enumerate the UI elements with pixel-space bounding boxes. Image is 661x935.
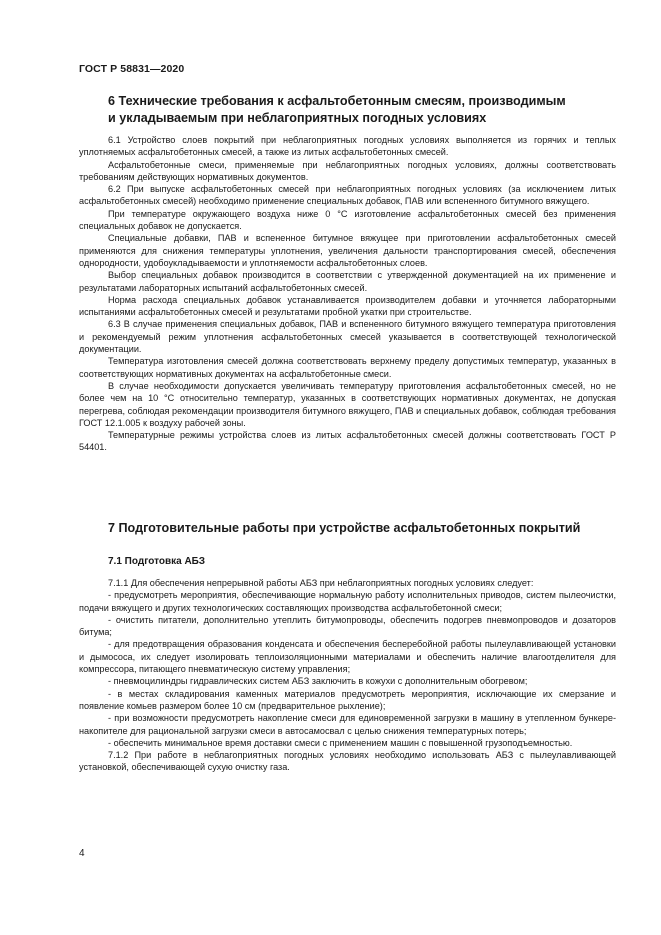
paragraph: 6.1 Устройство слоев покрытий при неблагоприятных погодных условиях выполняется из горячих и теплых уплотняемых асфальтобетонных смесей, а также из литых асфальтобетонных смесей.: [79, 135, 616, 158]
paragraph: При температуре окружающего воздуха ниже 0 °С изготовление асфальтобетонных смесей без применения специальных добавок не допускается.: [79, 208, 616, 232]
paragraph: 6.3 В случае применения специальных добавок, ПАВ и вспененного битумного вяжущего температура приготовления и рекомендуемый режим уплотнения асфальтобетонных смесей указывается в соответствующей технологической документации.: [79, 319, 616, 355]
section-6-heading-line2: и укладываемым при неблагоприятных погодных условиях: [108, 111, 487, 125]
standard-header: ГОСТ Р 58831—2020: [79, 63, 185, 75]
list-item: - в местах складирования каменных материалов предусмотреть мероприятия, исключающие их смерзание и появление комьев размером более 10 см (предварительное рыхление);: [79, 688, 616, 711]
subsection-7-1-heading: 7.1 Подготовка АБЗ: [108, 556, 205, 567]
list-item: - очистить питатели, дополнительно утеплить битумопроводы, обеспечить подогрев пневмопроводов и дозаторов битума;: [79, 614, 616, 638]
paragraph: 6.2 При выпуске асфальтобетонных смесей при неблагоприятных погодных условиях (за исключением литых асфальтобетонных смесей) необходимо применение специальных добавок, ПАВ или вспененного битумного вяжущего.: [79, 184, 616, 207]
paragraph: В случае необходимости допускается увеличивать температуру приготовления асфальтобетонных смесей, но не более чем на 10 °С относительно температур, указанных в соответствующих нормативных документах, не допуская перегрева, соблюдая рекомендации производителя битумного вяжущего, ПАВ и специальных добавок, соблюдая требования ГОСТ 12.1.005 к воздуху рабочей зоны.: [79, 380, 616, 428]
list-item: - обеспечить минимальное время доставки смеси с применением машин с повышенной грузоподъемностью.: [108, 737, 573, 748]
paragraph: Норма расхода специальных добавок устанавливается производителем добавки и уточняется лабораторными испытаниями асфальтобетонных смесей и результатами пробной укатки при строительстве.: [79, 294, 616, 318]
paragraph: Асфальтобетонные смеси, применяемые при неблагоприятных погодных условиях, должны соответствовать требованиям действующих нормативных документов.: [79, 159, 616, 182]
paragraph: 7.1.1 Для обеспечения непрерывной работы АБЗ при неблагоприятных погодных условиях следует:: [108, 578, 534, 588]
list-item: - пневмоцилиндры гидравлических систем АБЗ заключить в кожухи с дополнительным обогревом;: [108, 676, 528, 687]
paragraph: Температурные режимы устройства слоев из литых асфальтобетонных смесей должны соответствовать ГОСТ Р 54401.: [79, 430, 616, 453]
section-6-heading: [108, 93, 628, 127]
list-item: - при возможности предусмотреть накопление смеси для единовременной загрузки в машину в утепленном бункере-накопителе для рациональной загрузки смеси в автосамосвал с целью снижения температурных потерь;: [79, 713, 616, 736]
section-6-body: [79, 134, 616, 454]
section-7-heading: 7 Подготовительные работы при устройстве асфальтобетонных покрытий: [108, 521, 581, 535]
list-item: - для предотвращения образования конденсата и обеспечения бесперебойной работы пылеулавливающей установки и дымососа, их следует изолировать теплоизоляционными материалами и обеспечить наличие влагоотделителя для компрессора, питающего пневматическую систему управления;: [79, 639, 616, 675]
page-number: 4: [79, 848, 85, 859]
paragraph: Выбор специальных добавок производится в соответствии с утвержденной документацией на их применение и результатами лабораторных испытаний асфальтобетонных смесей.: [79, 270, 616, 293]
list-item: - предусмотреть мероприятия, обеспечивающие нормальную работу исполнительных приводов, систем пылеочистки, подачи вяжущего и других технологических составляющих производства асфальтобетонной смеси;: [79, 590, 616, 613]
paragraph: 7.1.2 При работе в неблагоприятных погодных условиях необходимо использовать АБЗ с пылеулавливающей установкой, обеспечивающей сухую очистку газа.: [79, 750, 616, 773]
section-7-body: [79, 577, 616, 774]
section-6-heading-line1: 6 Технические требования к асфальтобетонным смесям, производимым: [108, 94, 566, 108]
paragraph: Специальные добавки, ПАВ и вспененное битумное вяжущее при приготовлении асфальтобетонных смесей применяются для снижения температуры уплотнения, увеличения дальности транспортирования смесей, обеспечения однородности, удобоукладываемости и уплотняемости асфальтобетонных слоев.: [79, 233, 616, 268]
paragraph: Температура изготовления смесей должна соответствовать верхнему пределу допустимых температур, указанных в соответствующих нормативных документах на асфальтобетонные смеси.: [79, 356, 616, 379]
